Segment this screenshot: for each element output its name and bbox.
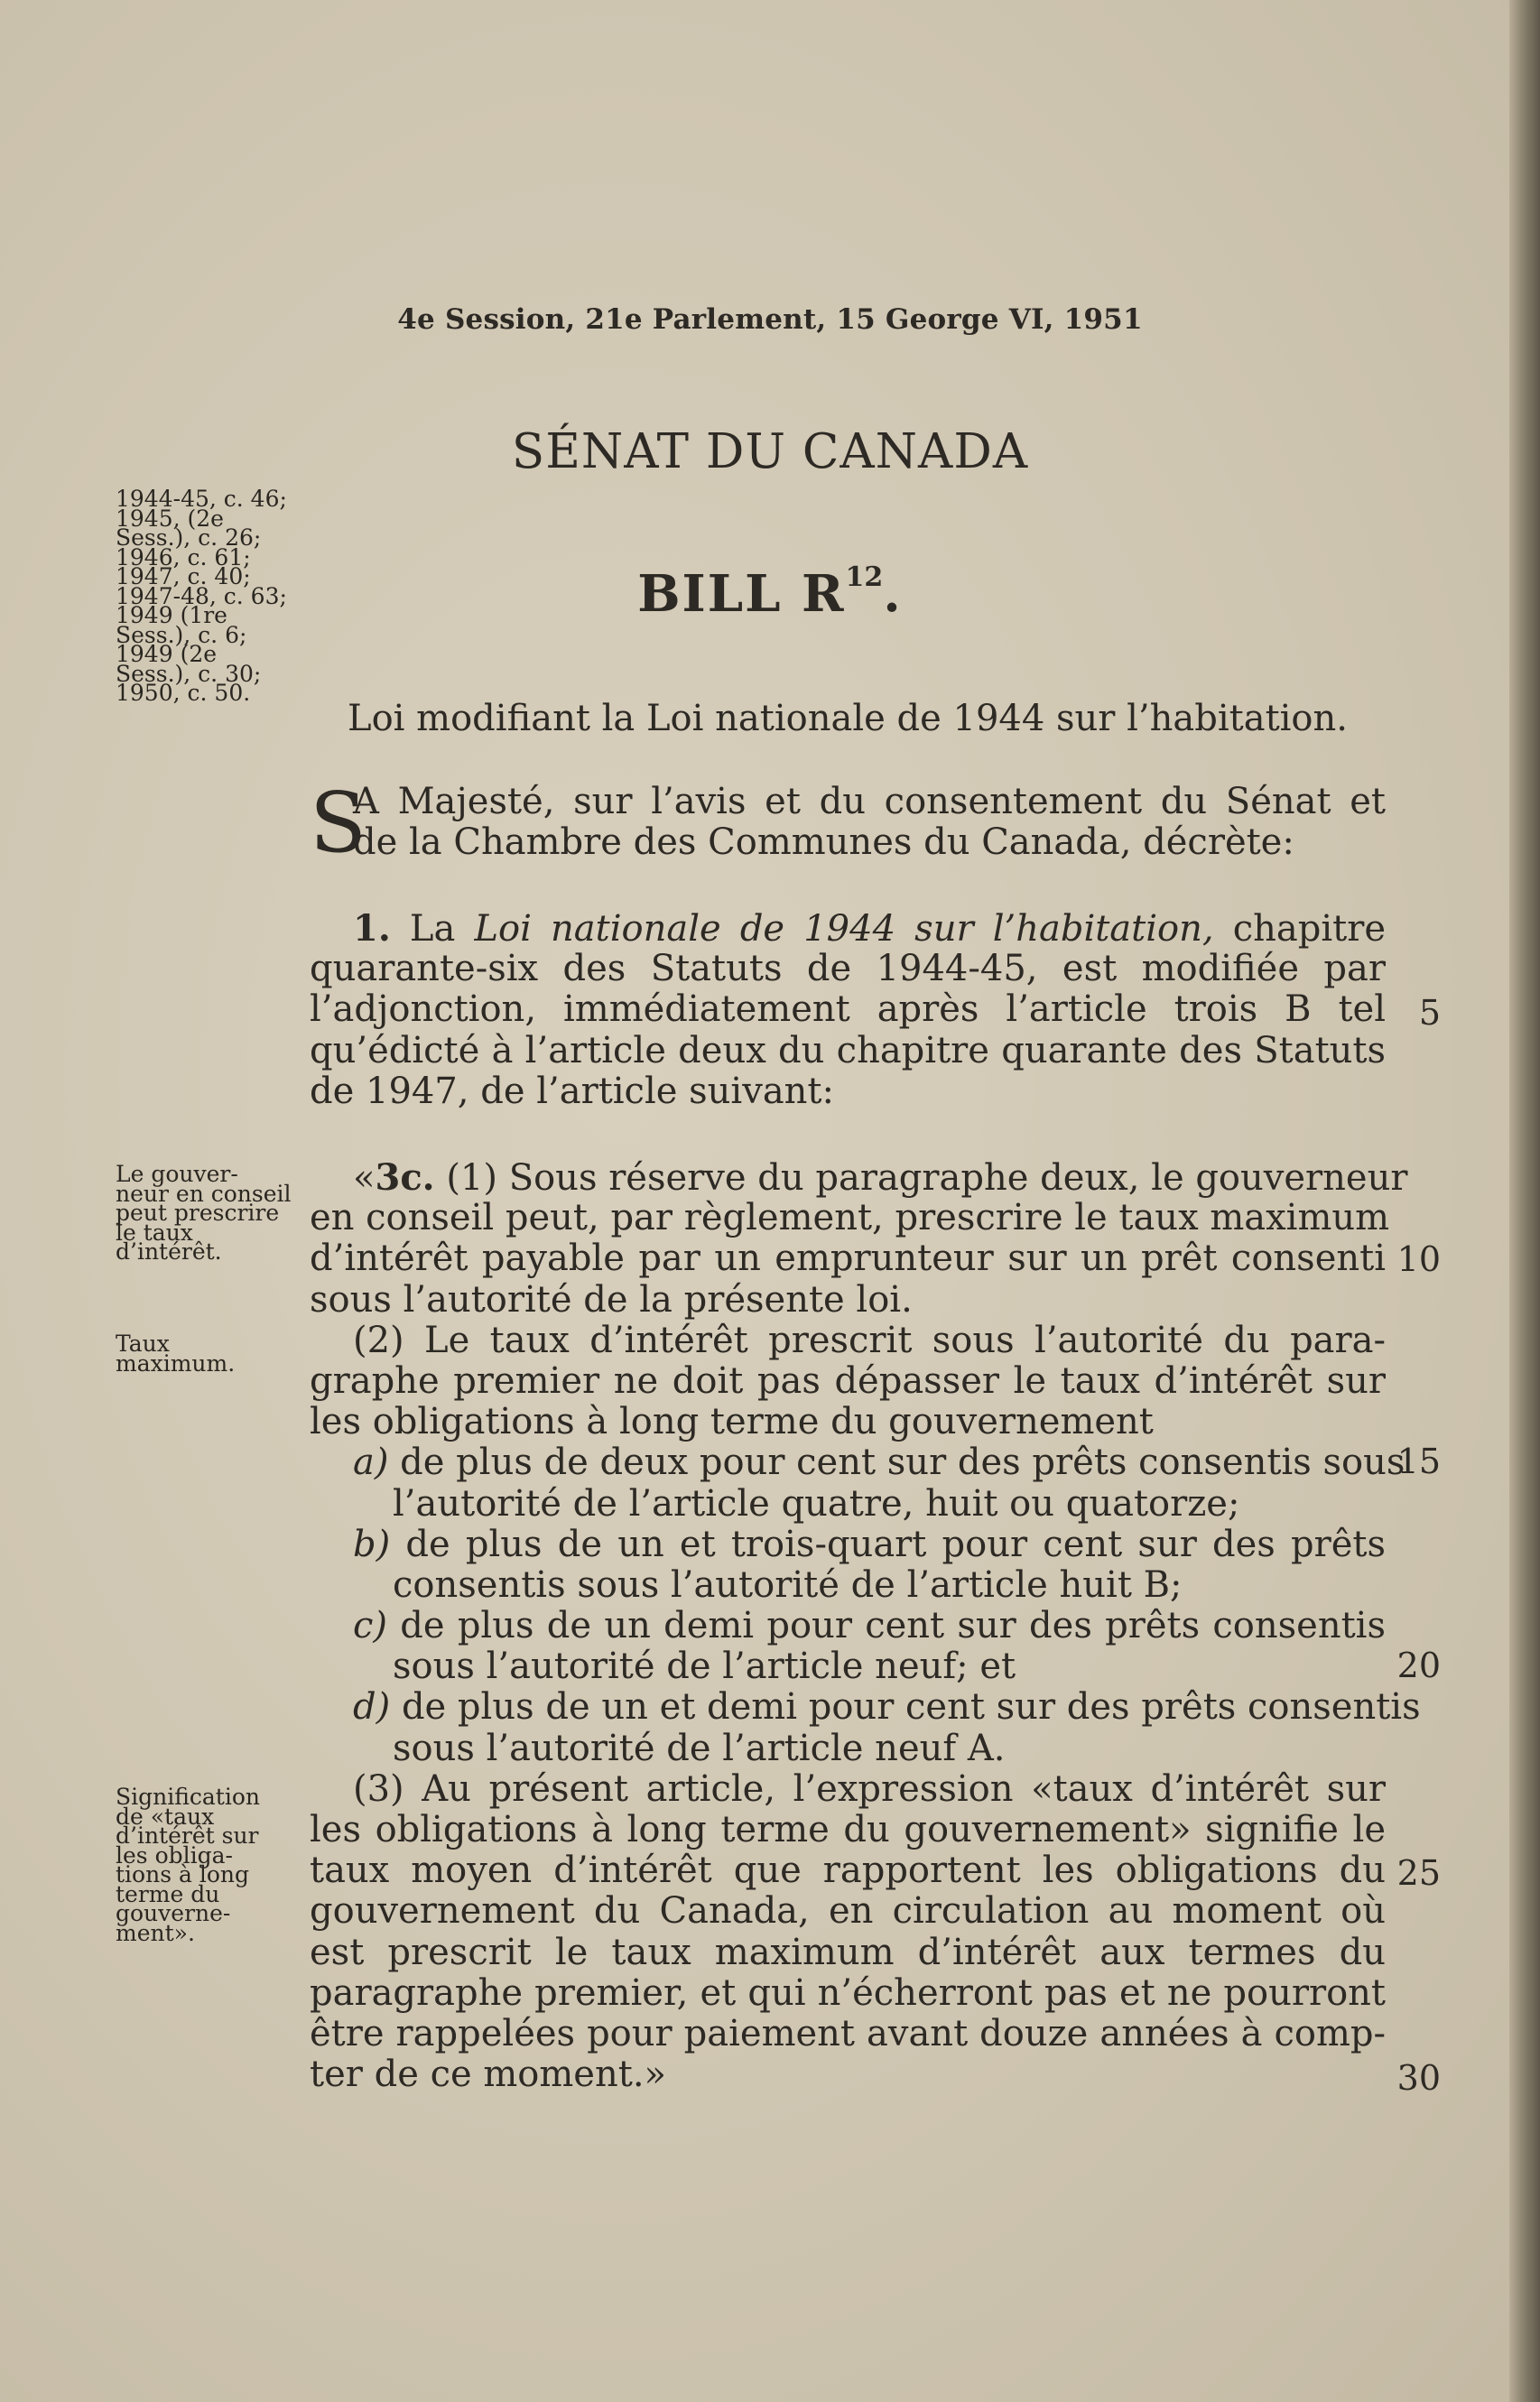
line-number: 25 [1396,1853,1441,1893]
margin-line: peut prescrire [116,1200,280,1226]
text-line: (3) Au présent article, l’expression «taux d’intérêt sur [353,1767,1386,1810]
bill-prefix: BILL R [637,564,846,624]
margin-line: de «taux [116,1803,215,1830]
margin-line: 1945, (2e [116,505,224,532]
text-line: sous l’autorité de l’article neuf A. [393,1727,1006,1769]
margin-line: ment». [116,1919,195,1946]
margin-line: Taux [116,1331,170,1357]
line-number: 5 [1418,993,1441,1033]
page-edge [1509,0,1540,2402]
margin-line: Le gouver- [116,1161,238,1187]
margin-line: 1949 (1re [116,602,227,628]
margin-line: le taux [116,1219,193,1246]
margin-note-maximum [116,1331,296,1377]
margin-line: 1949 (2e [116,641,218,667]
section-1 [310,908,1386,1112]
text-line: d’intérêt payable par un emprunteur sur un prêt consenti [310,1238,1386,1280]
margin-line: 1944-45, c. 46; [116,486,287,512]
item-label: c) [353,1605,388,1647]
line-number: 15 [1396,1442,1441,1481]
margin-line: terme du [116,1880,220,1907]
text-line: de la Chambre des Communes du Canada, décrète: [353,821,1294,864]
line-number: 30 [1396,2058,1441,2098]
text-line: l’autorité de l’article quatre, huit ou quatorze; [393,1482,1240,1525]
text-line: est prescrit le taux maximum d’intérêt aux termes du [310,1931,1386,1973]
text-run: chapitre [1213,908,1387,950]
margin-line: Signification [116,1784,260,1810]
text-run: de plus de deux pour cent sur des prêts consentis sous [400,1442,1405,1484]
senate-heading: SÉNAT DU CANADA [511,424,1029,479]
item-label: d) [353,1686,391,1729]
text-line: sous l’autorité de l’article neuf; et [393,1646,1016,1688]
text-line: sous l’autorité de la présente loi. [310,1278,913,1321]
margin-line: gouverne- [116,1900,231,1926]
text-line: quarante-six des Statuts de 1944-45, est modifiée par [310,948,1386,990]
text-run: de plus de un et demi pour cent sur des prêts consentis [401,1686,1421,1729]
list-item [310,1442,1405,1484]
bill-suffix: . [883,564,903,624]
text-line [310,1156,1408,1199]
margin-line: Sess.), c. 26; [116,524,262,551]
margin-line: 1947-48, c. 63; [116,582,287,609]
margin-line: d’intérêt sur [116,1822,259,1849]
margin-note-meaning [116,1784,296,1946]
margin-line: maximum. [116,1349,236,1377]
text-line: de 1947, de l’article suivant: [310,1070,834,1112]
text-line: qu’édicté à l’article deux du chapitre quarante des Statuts [310,1029,1386,1071]
margin-line: Sess.), c. 30; [116,660,262,687]
bill-sup: 12 [845,561,884,593]
line-number: 20 [1396,1646,1441,1685]
margin-line: Sess.), c. 6; [116,621,247,648]
list-item [310,1686,1421,1729]
margin-line: 1947, c. 40; [116,563,251,589]
text-run: de plus de un et trois-quart pour cent sur des prêts [405,1523,1386,1565]
quote-mark: « [353,1157,376,1199]
text-run: La [409,908,475,950]
text-line: les obligations à long terme du gouvernement» signifie le [310,1809,1386,1850]
margin-line: tions à long [116,1861,249,1887]
item-label: a) [353,1442,389,1484]
list-item [310,1525,1386,1565]
text-line: (2) Le taux d’intérêt prescrit sous l’autorité du para- [353,1319,1386,1361]
margin-line: 1950, c. 50. [116,680,251,706]
text-run: (1) Sous réserve du paragraphe deux, le gouverneur [434,1157,1408,1199]
drop-cap: S [310,774,367,871]
text-line: l’adjonction, immédiatement après l’article trois B tel [310,988,1386,1031]
margin-line: les obliga- [116,1841,233,1869]
enacting-clause [310,774,1386,871]
margin-line: d’intérêt. [116,1238,222,1265]
text-line: ter de ce moment.» [310,2054,666,2096]
text-line: graphe premier ne doit pas dépasser le taux d’intérêt sur [310,1359,1386,1402]
text-run: de plus de un demi pour cent sur des prêts consentis [400,1605,1386,1647]
text-line: taux moyen d’intérêt que rapportent les obligations du [310,1850,1386,1892]
item-label: b) [353,1523,391,1565]
bill-title: Loi modifiant la Loi nationale de 1944 sur l’habitation. [348,698,1348,739]
text-line: A Majesté, sur l’avis et du consentement du Sénat et [353,781,1386,822]
text-line: être rappelées pour paiement avant douze années à comp- [310,2012,1386,2054]
margin-note-governor [116,1161,296,1265]
text-line: en conseil peut, par règlement, prescrire le taux maximum [310,1197,1390,1239]
line-number: 10 [1396,1239,1441,1279]
text-line [310,908,1386,949]
text-line: les obligations à long terme du gouvernement [310,1401,1154,1443]
margin-line: neur en conseil [116,1180,292,1207]
section-number: 3c. [375,1156,435,1199]
list-item [310,1606,1386,1646]
statute-title: Loi nationale de 1944 sur l’habitation, [474,908,1214,950]
session-header: 4e Session, 21e Parlement, 15 George VI, 1951 [397,303,1143,336]
text-line: paragraphe premier, et qui n’écherront pas et ne pourront [310,1971,1386,2014]
section-number: 1. [353,907,391,950]
text-line: gouvernement du Canada, en circulation au moment où [310,1890,1386,1933]
text-line: consentis sous l’autorité de l’article huit B; [393,1563,1183,1606]
margin-line: 1946, c. 61; [116,543,251,570]
margin-note-statutes [116,486,296,706]
